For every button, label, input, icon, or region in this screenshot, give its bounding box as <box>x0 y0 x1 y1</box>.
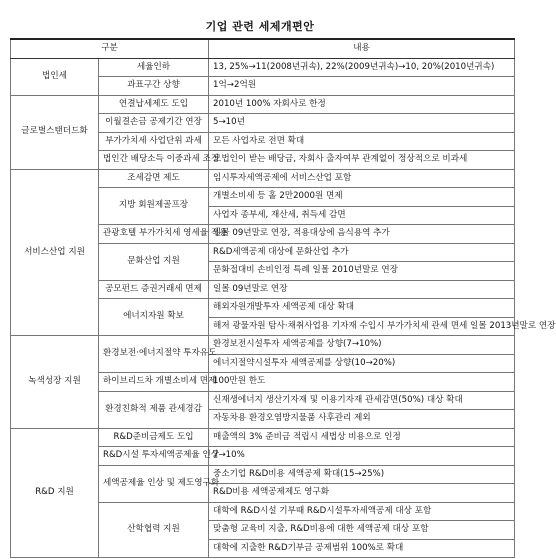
content-cell: 맞춤형 교육비 지출, R&D비용에 대한 세액공제 대상 포함 <box>209 521 515 540</box>
content-cell: R&D비용 세액공제제도 영구화 <box>209 484 515 503</box>
header-category: 구분 <box>11 39 209 58</box>
subcategory-cell: 산학협력 지원 <box>99 502 209 558</box>
table-row <box>11 336 515 355</box>
subcategory-cell: 관광호텔 부가가치세 영세율 적용 <box>99 225 209 244</box>
table-row <box>11 58 515 77</box>
content-cell: 대학에 지출한 R&D기부금 공제범위 100%로 확대 <box>209 539 515 558</box>
content-cell: 해외자원개발투자 세액공제 대상 확대 <box>209 299 515 318</box>
table-row <box>11 95 515 114</box>
table-header-row <box>11 39 515 58</box>
subcategory-cell: R&D준비금제도 도입 <box>99 428 209 447</box>
content-cell: 중소기업 R&D비용 세액공제 확대(15→25%) <box>209 465 515 484</box>
category-cell: 법인세 <box>11 58 99 95</box>
content-cell: 개별소비세 등 홀 2만2000원 면제 <box>209 188 515 207</box>
subcategory-cell: R&D시설 투자세액공제율 인상 <box>99 447 209 466</box>
subcategory-cell: 세율인하 <box>99 58 209 77</box>
content-cell: 에너지절약시설투자 세액공제를 상향(10→20%) <box>209 354 515 373</box>
subcategory-cell: 공모펀드 증권거래세 면제 <box>99 280 209 299</box>
subcategory-cell: 연결납세제도 도입 <box>99 95 209 114</box>
subcategory-cell: 부가가치세 사업단위 과세 <box>99 132 209 151</box>
header-content: 내용 <box>209 39 515 58</box>
subcategory-cell: 이월결손금 공제기간 연장 <box>99 114 209 133</box>
subcategory-cell: 지방 회원제골프장 <box>99 188 209 225</box>
content-cell: 5→10년 <box>209 114 515 133</box>
content-cell: 일몰 09년말로 연장, 적용대상에 음식용역 추가 <box>209 225 515 244</box>
subcategory-cell: 법인간 배당소득 이중과세 조정 <box>99 151 209 170</box>
page-title: 기업 관련 세제개편안 <box>205 20 315 33</box>
subcategory-cell: 조세감면 제도 <box>99 169 209 188</box>
content-cell: 환경보전시설투자 세액공제를 상향(7→10%) <box>209 336 515 355</box>
table-row <box>11 428 515 447</box>
content-cell: 해저 광물자원 탐사·채취사업용 기자재 수입시 부가가치세 관세 면세 일몰 2013년말로 연장 <box>209 317 515 336</box>
content-cell: 임시투자세액공제에 서비스산업 포함 <box>209 169 515 188</box>
subcategory-cell: 에너지자원 확보 <box>99 299 209 336</box>
content-cell: 사업자 종부세, 재산세, 취득세 감면 <box>209 206 515 225</box>
category-cell: R&D 지원 <box>11 428 99 558</box>
content-cell: 1억→2억원 <box>209 77 515 96</box>
subcategory-cell: 과표구간 상향 <box>99 77 209 96</box>
content-cell: 7→10% <box>209 447 515 466</box>
category-cell: 글로벌스탠더드화 <box>11 95 99 169</box>
subcategory-cell: 하이브리드차 개별소비세 면제 <box>99 373 209 392</box>
table-row <box>11 169 515 188</box>
content-cell: 신재생에너지 생산기자재 및 이용기자재 관세감면(50%) 대상 확대 <box>209 391 515 410</box>
content-cell: 모든 사업자로 전면 확대 <box>209 132 515 151</box>
content-cell: 일몰 09년말로 연장 <box>209 280 515 299</box>
content-cell: 모법인이 받는 배당금, 자회사 출자여부 관계없이 정상적으로 비과세 <box>209 151 515 170</box>
subcategory-cell: 환경친화적 제품 관세경감 <box>99 391 209 428</box>
content-cell: 2010년 100% 자회사로 한정 <box>209 95 515 114</box>
category-cell: 서비스산업 지원 <box>11 169 99 336</box>
subcategory-cell: 문화산업 지원 <box>99 243 209 280</box>
content-cell: 100만원 한도 <box>209 373 515 392</box>
content-cell: 대학에 R&D시설 기부때 R&D시설투자세액공제 대상 포함 <box>209 502 515 521</box>
subcategory-cell: 환경보전·에너지절약 투자유도 <box>99 336 209 373</box>
subcategory-cell: 세액공제율 인상 및 제도영구화 <box>99 465 209 502</box>
content-cell: 매출액의 3% 준비금 적립시 세법상 비용으로 인정 <box>209 428 515 447</box>
content-cell: 자동차용 환경오염방지물품 사후관리 제외 <box>209 410 515 429</box>
tax-reform-table <box>10 38 556 558</box>
content-cell: 문화접대비 손비인정 특례 일몰 2010년말로 연장 <box>209 262 515 281</box>
content-cell: 13, 25%→11(2008년귀속), 22%(2009년귀속)→10, 20%(2010년귀속) <box>209 58 515 77</box>
category-cell: 녹색성장 지원 <box>11 336 99 429</box>
content-cell: R&D세액공제 대상에 문화산업 추가 <box>209 243 515 262</box>
